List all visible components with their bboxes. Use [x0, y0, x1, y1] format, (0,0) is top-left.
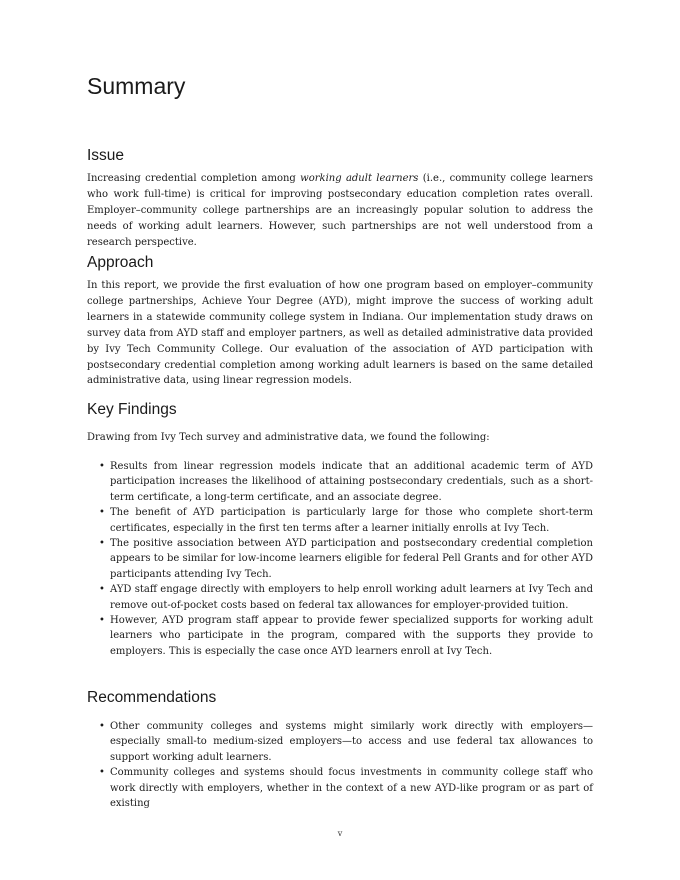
list-item-text: Community colleges and systems should focus investments in community college staff who work directly with employers, whether in the context of a new AYD-like program or as part of existing [110, 767, 593, 810]
issue-heading: Issue [87, 147, 125, 164]
issue-text-italic: working adult learners [300, 173, 419, 184]
recommendations-heading: Recommendations [87, 689, 217, 706]
list-item [87, 582, 593, 613]
bullet-icon: • [99, 721, 105, 732]
bullet-icon: • [99, 461, 105, 472]
list-item [87, 765, 593, 811]
key-findings-intro: Drawing from Ivy Tech survey and administrative data, we found the following: [87, 432, 490, 443]
approach-heading: Approach [87, 254, 154, 271]
list-item-text: AYD staff engage directly with employers to help enroll working adult learners at Ivy Tech and remove out-of-pocket costs based on federal tax allowances for employer-provided tuition. [110, 584, 593, 611]
issue-paragraph [87, 171, 593, 251]
list-item [87, 613, 593, 659]
list-item-text: Results from linear regression models indicate that an additional academic term of AYD participation increases the likelihood of attaining postsecondary credentials, such as a short-term certificate, a long-term certificate, and an associate degree. [110, 461, 593, 503]
bullet-icon: • [99, 538, 105, 550]
issue-text-before: Increasing credential completion among [87, 173, 301, 184]
page-title: Summary [87, 73, 186, 99]
recommendations-list [87, 719, 593, 811]
list-item-text: Other community colleges and systems might similarly work directly with employers—especially small-to medium-sized employers—to access and use federal tax allowances to support working adult learners. [110, 721, 593, 763]
approach-paragraph: In this report, we provide the first evaluation of how one program based on employer–community college partnerships, Achieve Your Degree (AYD), might improve the success of working adult learners in a statewide community college system in Indiana. Our implementation study draws on survey data from AYD staff and employer partners, as well as detailed administrative data provided by Ivy Tech Community College. Our evaluation of the association of AYD participation with postsecondary credential completion among working adult learners is based on the same detailed administrative data, using linear regression models. [87, 280, 593, 387]
list-item [87, 719, 593, 765]
list-item [87, 505, 593, 536]
bullet-icon: • [99, 767, 105, 779]
key-findings-heading: Key Findings [87, 401, 177, 418]
bullet-icon: • [99, 507, 105, 519]
list-item-text: The positive association between AYD participation and postsecondary credential completion appears to be similar for low-income learners eligible for federal Pell Grants and for other AYD participants attending Ivy Tech. [110, 538, 593, 580]
bullet-icon: • [99, 615, 105, 627]
page-number: v [337, 829, 343, 838]
bullet-icon: • [99, 584, 105, 596]
list-item-text: The benefit of AYD participation is particularly large for those who complete short-term certificates, especially in the first ten terms after a learner initially enrolls at Ivy Tech. [110, 507, 593, 534]
list-item [87, 536, 593, 582]
list-item [87, 459, 593, 505]
list-item-text: However, AYD program staff appear to provide fewer specialized supports for working adult learners who participate in the program, compared with the supports they provide to employers. This is especially the case once AYD learners enroll at Ivy Tech. [110, 615, 593, 657]
issue-text-after: (i.e., community college learners who work full-time) is critical for improving postsecondary education completion rates overall. Employer–community college partnerships are an increasingly popular solution to address the needs of working adult learners. However, such partnerships are not well understood from a research perspective. [87, 173, 593, 248]
key-findings-list [87, 459, 593, 659]
